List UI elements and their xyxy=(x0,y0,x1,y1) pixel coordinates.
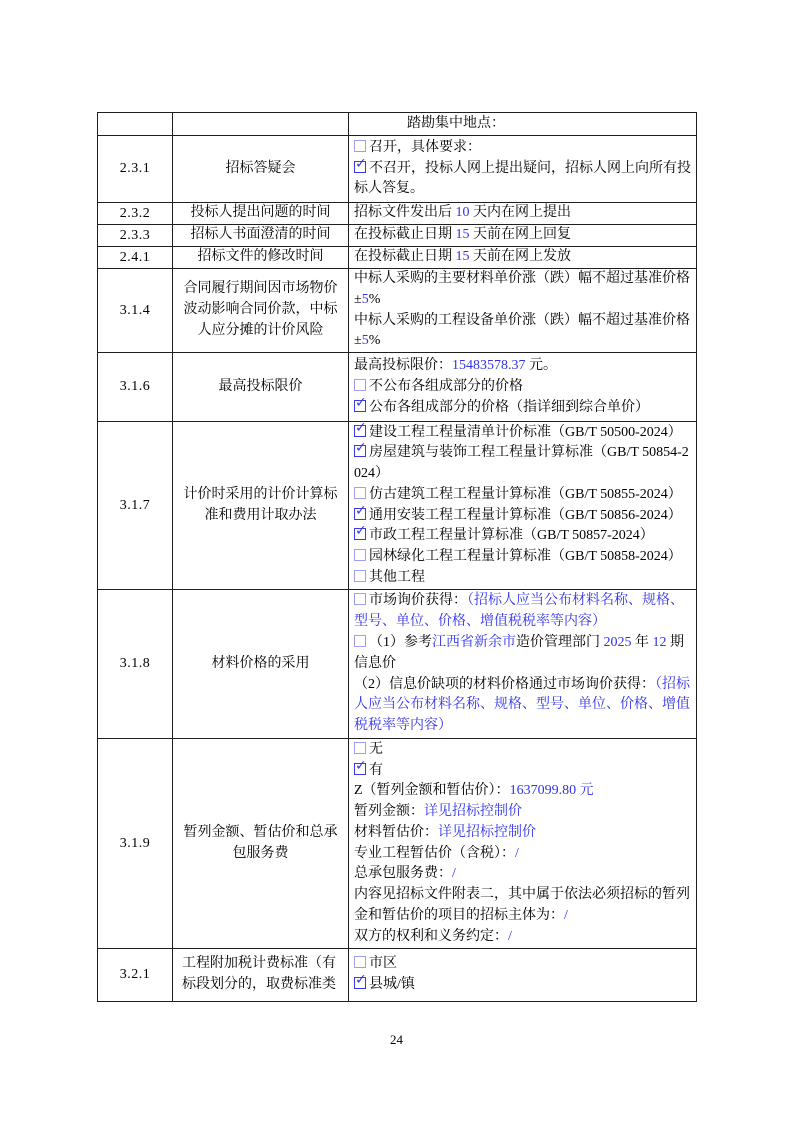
checkmark-icon: ✓ xyxy=(355,421,367,436)
checkbox-unchecked[interactable] xyxy=(354,487,366,499)
static-text: （1）参考 xyxy=(369,634,432,650)
value-line xyxy=(354,954,694,975)
filled-value-text: 12 xyxy=(652,634,667,650)
value-line xyxy=(354,138,694,159)
header-empty-cell-1 xyxy=(98,113,173,136)
static-text: 元。 xyxy=(525,357,557,373)
static-text: 市区 xyxy=(369,956,397,972)
filled-value-text: 详见招标控制价 xyxy=(438,824,536,840)
filled-value-text: 2025 xyxy=(603,634,632,650)
checkmark-icon: ✓ xyxy=(355,972,367,989)
row-title-cell: 计价时采用的计价计算标准和费用计取办法 xyxy=(173,422,349,590)
row-value-cell xyxy=(349,136,697,203)
table-row xyxy=(98,949,697,1002)
checkbox-checked[interactable] xyxy=(354,502,367,520)
static-text: 公布各组成部分的价格（指详细到综合单价） xyxy=(369,399,649,415)
static-text: 总承包服务费： xyxy=(354,866,452,882)
static-text: 仿古建筑工程工程量计算标准（GB/T 50855-2024） xyxy=(369,486,682,502)
value-line xyxy=(354,502,694,527)
checkmark-icon: ✓ xyxy=(355,155,367,172)
static-text: 园林绿化工程工程量计算标准（GB/T 50858-2024） xyxy=(369,549,682,565)
value-line xyxy=(354,394,694,419)
row-number-cell: 3.1.8 xyxy=(98,590,173,739)
row-title-cell: 最高投标限价 xyxy=(173,353,349,422)
static-text: % xyxy=(368,333,381,349)
static-text: 在投标截止日期 xyxy=(354,227,456,243)
static-text: 房屋建筑与装饰工程工程量计算标准（GB/T 50854-2024） xyxy=(354,445,689,482)
checkbox-unchecked[interactable] xyxy=(354,742,366,754)
static-text: 年 xyxy=(631,634,653,650)
header-empty-cell-2 xyxy=(173,113,349,136)
site-visit-location-label: 踏勘集中地点： xyxy=(349,113,697,136)
filled-value-text: 10 xyxy=(455,205,470,221)
filled-value-text: 15 xyxy=(455,227,470,243)
value-line xyxy=(354,568,694,589)
value-line xyxy=(354,844,694,865)
value-line xyxy=(354,155,694,201)
row-value-cell xyxy=(349,247,697,269)
static-text: 不公布各组成部分的价格 xyxy=(369,378,523,394)
value-line xyxy=(354,247,694,268)
checkbox-checked[interactable] xyxy=(354,155,367,173)
checkbox-unchecked[interactable] xyxy=(354,570,366,582)
table-row xyxy=(98,225,697,247)
row-title-cell: 招标答疑会 xyxy=(173,136,349,203)
filled-value-text: / xyxy=(564,908,568,924)
filled-value-text: 5 xyxy=(361,291,369,307)
value-line xyxy=(354,269,694,311)
filled-value-text: 江西省新余市 xyxy=(432,634,516,650)
row-number-cell: 3.1.6 xyxy=(98,353,173,422)
row-number-cell: 3.1.4 xyxy=(98,269,173,353)
value-line xyxy=(354,757,694,782)
table-row xyxy=(98,422,697,590)
static-text: % xyxy=(368,291,381,307)
value-line xyxy=(354,633,694,675)
value-line xyxy=(354,225,694,246)
row-title-cell: 材料价格的采用 xyxy=(173,590,349,739)
row-number-cell: 2.3.2 xyxy=(98,203,173,225)
checkmark-icon: ✓ xyxy=(355,394,367,411)
row-number-cell: 3.2.1 xyxy=(98,949,173,1002)
value-line xyxy=(354,377,694,398)
static-text: 市政工程工程量计算标准（GB/T 50857-2024） xyxy=(369,528,654,544)
table-row xyxy=(98,136,697,203)
row-number-cell: 2.3.1 xyxy=(98,136,173,203)
checkbox-checked[interactable] xyxy=(354,421,367,437)
static-text: （2）信息价缺项的材料价格通过市场询价获得： xyxy=(354,676,655,692)
static-text: 有 xyxy=(369,762,383,778)
static-text: 中标人采购的主要材料单价涨（跌）幅不超过基准价格± xyxy=(354,271,690,307)
filled-value-text: 1637099.80 元 xyxy=(509,783,594,799)
table-header-row xyxy=(98,113,697,136)
value-line xyxy=(354,203,694,224)
value-line xyxy=(354,823,694,844)
filled-value-text: 15483578.37 xyxy=(452,357,526,373)
static-text: 召开，具体要求： xyxy=(369,139,481,155)
row-number-cell: 3.1.9 xyxy=(98,739,173,949)
row-value-cell xyxy=(349,422,697,590)
static-text: 天前在网上发放 xyxy=(469,249,571,265)
filled-value-text: 5 xyxy=(361,333,369,349)
static-text: 专业工程暂估价（含税）： xyxy=(354,845,515,861)
value-line xyxy=(354,885,694,927)
row-value-cell xyxy=(349,590,697,739)
row-number-cell: 2.4.1 xyxy=(98,247,173,269)
row-number-cell: 3.1.7 xyxy=(98,422,173,590)
static-text: 通用安装工程工程量计算标准（GB/T 50856-2024） xyxy=(369,507,682,523)
static-text: 建设工程工程量清单计价标准（GB/T 50500-2024） xyxy=(369,424,682,440)
row-title-cell: 工程附加税计费标准（有标段划分的，取费标准类 xyxy=(173,949,349,1002)
checkbox-unchecked[interactable] xyxy=(354,593,366,605)
table-row xyxy=(98,739,697,949)
value-line xyxy=(354,972,694,996)
static-text: 暂列金额： xyxy=(354,804,424,820)
row-title-cell: 暂列金额、暂估价和总承包服务费 xyxy=(173,739,349,949)
row-value-cell xyxy=(349,203,697,225)
value-line xyxy=(354,523,694,547)
checkbox-unchecked[interactable] xyxy=(354,635,366,647)
table-row xyxy=(98,590,697,739)
value-line xyxy=(354,311,694,353)
checkbox-unchecked[interactable] xyxy=(354,379,366,391)
static-text: 双方的权利和义务约定： xyxy=(354,928,508,944)
static-text: 市场询价获得： xyxy=(369,593,467,609)
table-row xyxy=(98,247,697,269)
static-text: 内容见招标文件附表二，其中属于依法必须招标的暂列金和暂估价的项目的招标主体为： xyxy=(354,887,690,924)
checkbox-checked[interactable] xyxy=(354,972,367,989)
static-text: 县城/镇 xyxy=(369,977,415,993)
value-line xyxy=(354,740,694,761)
checkbox-unchecked[interactable] xyxy=(354,140,366,152)
checkmark-icon: ✓ xyxy=(355,502,367,519)
static-text: Z（暂列金额和暂估价）： xyxy=(354,783,510,799)
row-title-cell: 投标人提出问题的时间 xyxy=(173,203,349,225)
filled-value-text: / xyxy=(508,928,512,944)
checkbox-checked[interactable] xyxy=(354,757,367,775)
row-value-cell xyxy=(349,353,697,422)
static-text: 在投标截止日期 xyxy=(354,249,456,265)
filled-value-text: / xyxy=(515,845,519,861)
row-title-cell: 招标文件的修改时间 xyxy=(173,247,349,269)
value-line xyxy=(354,423,694,444)
static-text: 天内在网上提出 xyxy=(469,205,571,221)
filled-value-text: / xyxy=(452,866,456,882)
checkmark-icon: ✓ xyxy=(355,440,367,457)
value-line xyxy=(354,547,694,568)
row-title-cell: 招标人书面澄清的时间 xyxy=(173,225,349,247)
static-text: 招标文件发出后 xyxy=(354,205,456,221)
filled-value-text: 15 xyxy=(455,249,470,265)
value-line xyxy=(354,356,694,377)
value-line xyxy=(354,927,694,948)
static-text: 其他工程 xyxy=(369,570,425,586)
row-value-cell xyxy=(349,269,697,353)
checkbox-checked[interactable] xyxy=(354,440,367,457)
static-text: 无 xyxy=(369,741,383,757)
checkbox-unchecked[interactable] xyxy=(354,956,366,968)
filled-value-text: 详见招标控制价 xyxy=(424,804,522,820)
value-line xyxy=(354,781,694,802)
static-text: 最高投标限价： xyxy=(354,357,452,373)
checkbox-checked[interactable] xyxy=(354,523,367,540)
static-text: 不召开，投标人网上提出疑问，招标人网上向所有投标人答复。 xyxy=(354,160,691,197)
conditions-table xyxy=(97,112,697,1002)
row-value-cell xyxy=(349,739,697,949)
checkmark-icon: ✓ xyxy=(355,523,367,540)
value-line xyxy=(354,864,694,885)
filled-value-text: （招标人应当公布材料名称、规格、型号、单位、价格、增值税税率等内容） xyxy=(354,676,690,734)
value-line xyxy=(354,675,694,737)
static-text: 中标人采购的工程设备单价涨（跌）幅不超过基准价格± xyxy=(354,312,690,349)
table-row xyxy=(98,353,697,422)
static-text: 期信息价 xyxy=(354,634,684,671)
checkbox-unchecked[interactable] xyxy=(354,549,366,561)
value-line xyxy=(354,440,694,485)
table-row xyxy=(98,269,697,353)
row-value-cell xyxy=(349,225,697,247)
checkmark-icon: ✓ xyxy=(355,757,367,774)
filled-value-text: （招标人应当公布材料名称、规格、型号、单位、价格、增值税税率等内容） xyxy=(354,593,684,630)
page-number: 24 xyxy=(390,1032,403,1047)
checkbox-checked[interactable] xyxy=(354,394,367,412)
static-text: 材料暂估价： xyxy=(354,824,438,840)
value-line xyxy=(354,802,694,823)
row-number-cell: 2.3.3 xyxy=(98,225,173,247)
static-text: 造价管理部门 xyxy=(516,634,604,650)
table-row xyxy=(98,203,697,225)
row-value-cell xyxy=(349,949,697,1002)
row-title-cell: 合同履行期间因市场物价波动影响合同价款，中标人应分摊的计价风险 xyxy=(173,269,349,353)
value-line xyxy=(354,485,694,506)
static-text: 天前在网上回复 xyxy=(469,227,571,243)
value-line xyxy=(354,591,694,633)
